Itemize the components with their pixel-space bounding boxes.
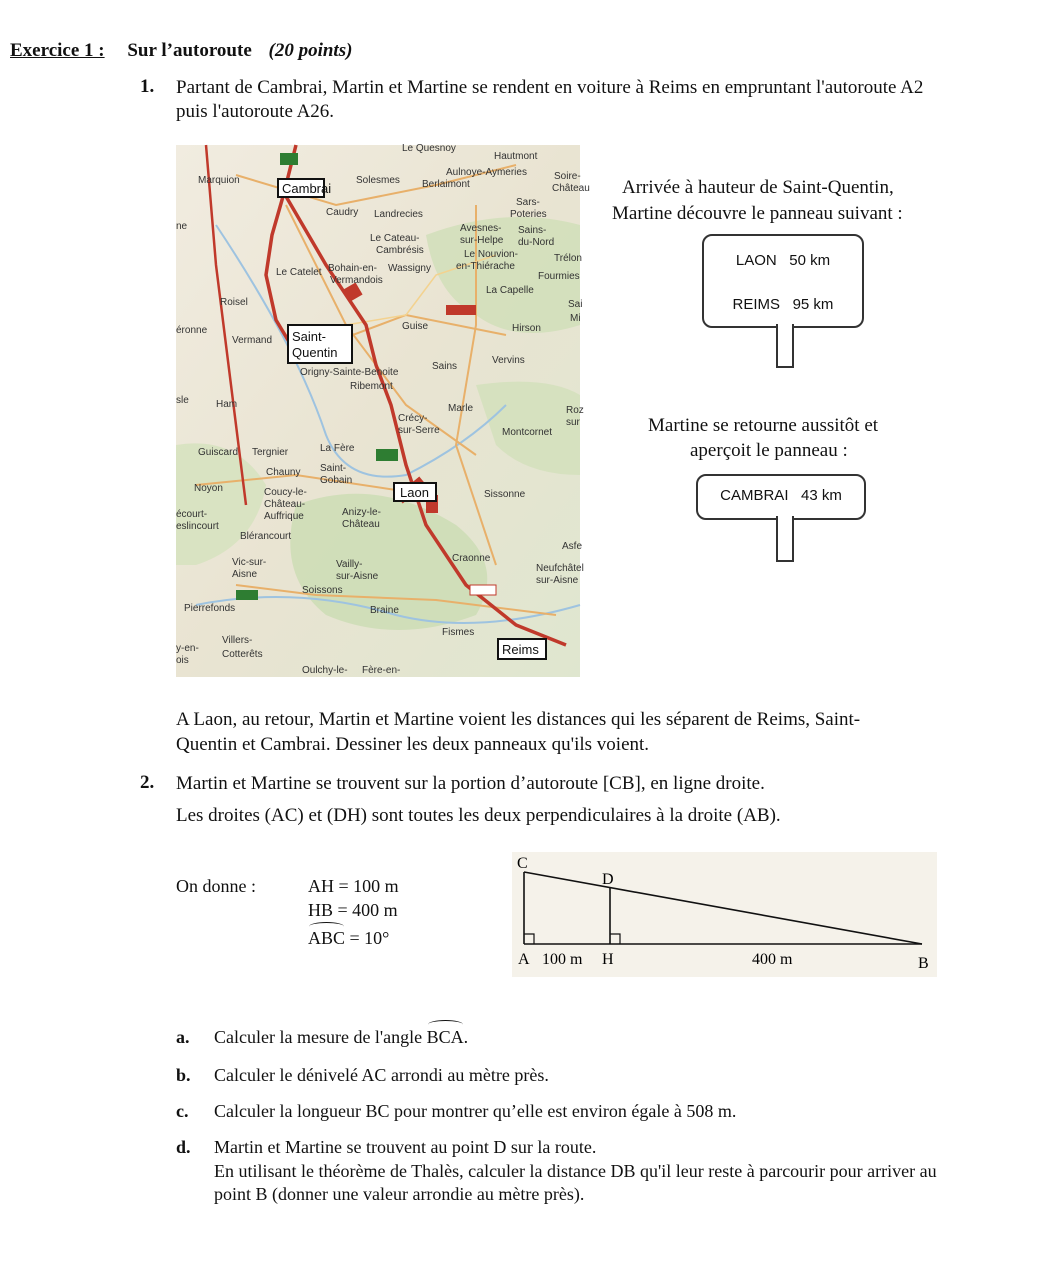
question-b: b. Calculer le dénivelé AC arrondi au mètre près. [176,1065,549,1085]
svg-text:Asfe: Asfe [562,541,583,552]
svg-text:Sains-: Sains- [518,225,547,236]
svg-text:Ribemont: Ribemont [350,381,393,392]
svg-text:Fère-en-: Fère-en- [362,665,401,676]
arrival-line-1: Arrivée à hauteur de Saint-Quentin, [622,177,894,198]
point-d: D [602,871,614,888]
svg-text:Mi: Mi [570,313,581,324]
svg-text:Sains: Sains [432,361,458,372]
svg-text:Gobain: Gobain [320,475,353,486]
svg-text:Château: Château [342,519,380,530]
svg-text:Neufchâtel: Neufchâtel [536,563,584,574]
svg-text:Quentin: Quentin [292,345,338,360]
given-label: On donne : [176,876,256,896]
svg-text:sle: sle [176,395,189,406]
svg-text:Wassigny: Wassigny [388,263,431,274]
svg-text:Le Cateau-: Le Cateau- [370,233,420,244]
svg-text:Trélon: Trélon [554,253,582,264]
svg-text:Montcornet: Montcornet [502,427,553,438]
q2-number: 2. [140,772,155,793]
svg-text:écourt-: écourt- [176,509,208,520]
svg-text:Roz: Roz [566,405,584,416]
given-ah: AH = 100 m [308,876,399,896]
svg-text:Avesnes-: Avesnes- [460,223,502,234]
map-city-reims [498,639,546,659]
svg-text:sur-Serre: sur-Serre [398,425,440,436]
triangle-svg [512,852,937,977]
angle-bca: BCA [426,1027,464,1047]
point-a: A [518,951,530,968]
svg-text:Blérancourt: Blérancourt [240,531,292,542]
svg-text:Anizy-le-: Anizy-le- [342,507,381,518]
svg-text:Sissonne: Sissonne [484,489,526,500]
svg-text:Coucy-le-: Coucy-le- [264,487,307,498]
svg-text:Marquion: Marquion [198,175,240,186]
given-hb: HB = 400 m [308,900,398,920]
given-angle [308,928,389,949]
svg-text:Vic-sur-: Vic-sur- [232,557,267,568]
svg-text:La Capelle: La Capelle [486,285,534,296]
exercise-name: Sur l’autoroute [127,40,252,61]
svg-text:sur-Helpe: sur-Helpe [460,235,504,246]
sign-row-cambrai: CAMBRAI 43 km [720,487,842,504]
q2-line-2: Les droites (AC) et (DH) sont toutes les deux perpendiculaires à la droite (AB). [176,805,781,826]
svg-text:Roisel: Roisel [220,297,248,308]
sign-row-laon: LAON 50 km [735,252,831,269]
turn-line-2: aperçoit le panneau : [690,440,848,461]
svg-text:Guiscard: Guiscard [198,447,239,458]
map-city-laon [394,483,436,501]
svg-text:Cotterêts: Cotterêts [222,649,263,660]
svg-text:Tergnier: Tergnier [252,447,289,458]
svg-text:Soire-: Soire- [554,171,581,182]
svg-text:Sars-: Sars- [516,197,540,208]
svg-text:éronne: éronne [176,325,208,336]
svg-text:Braine: Braine [370,605,399,616]
svg-text:Vermand: Vermand [232,335,273,346]
svg-text:eslincourt: eslincourt [176,521,219,532]
svg-text:ne: ne [176,221,188,232]
svg-text:Vervins: Vervins [492,355,525,366]
svg-text:Reims: Reims [502,642,539,657]
svg-text:Le Quesnoy: Le Quesnoy [402,143,456,154]
q1-text: Partant de Cambrai, Martin et Martine se rendent en voiture à Reims en empruntant l'autoroute A2 puis l'autoroute A26. [176,77,924,122]
point-c: C [517,855,528,872]
svg-text:Noyon: Noyon [194,483,223,494]
road-sign-cambrai [696,474,866,520]
svg-text:Soissons: Soissons [302,585,343,596]
svg-text:Saint-: Saint- [320,463,347,474]
svg-text:Laon: Laon [400,485,429,500]
point-h: H [602,951,614,968]
exercise-number: Exercice 1 : [10,40,105,61]
road-sign-laon-reims [702,234,864,328]
svg-text:Crécy-: Crécy- [398,413,428,424]
svg-text:Origny-Sainte-Benoite: Origny-Sainte-Benoite [300,367,399,378]
svg-text:Aulnoye-Aymeries: Aulnoye-Aymeries [446,167,527,178]
triangle-figure [512,852,937,977]
svg-text:Saint-: Saint- [292,329,326,344]
svg-text:Guise: Guise [402,321,429,332]
given-data [176,876,476,956]
laon-line-2: Quentin et Cambrai. Dessiner les deux panneaux qu'ils voient. [176,734,650,755]
svg-text:Château-: Château- [264,499,306,510]
svg-text:Château: Château [552,183,590,194]
svg-text:Oulchy-le-: Oulchy-le- [302,665,348,676]
svg-text:Cambrai: Cambrai [282,181,332,196]
svg-text:Hirson: Hirson [512,323,541,334]
svg-text:Landrecies: Landrecies [374,209,423,220]
svg-text:Aisne: Aisne [232,569,258,580]
svg-text:ois: ois [176,655,189,666]
svg-text:Hautmont: Hautmont [494,151,538,162]
svg-text:Bohain-en-: Bohain-en- [328,263,377,274]
svg-text:Fismes: Fismes [442,627,475,638]
svg-text:y-en-: y-en- [176,643,199,654]
svg-text:Villers-: Villers- [222,635,253,646]
arrival-line-2: Martine découvre le panneau suivant : [612,203,903,224]
svg-text:Ham: Ham [216,399,238,410]
svg-text:Marle: Marle [448,403,474,414]
svg-text:Sai: Sai [568,299,583,310]
question-c: c. Calculer la longueur BC pour montrer qu’elle est environ égale à 508 m. [176,1101,737,1121]
question-a: a. Calculer la mesure de l'angle BCA. [176,1027,469,1047]
question-d: d. Martin et Martine se trouvent au point D sur la route. En utilisant le théorème de Thalès, calculer la distance DB qu'il leur reste à parcourir pour arriver au point B (donner une valeur arrondie au mètre près). [176,1137,937,1204]
label-ah: 100 m [542,951,583,968]
label-hb: 400 m [752,951,793,968]
svg-text:Fourmies: Fourmies [538,271,580,282]
map-graphic [176,143,590,677]
point-b: B [918,955,929,972]
exercise-title [10,40,352,62]
turn-line-1: Martine se retourne aussitôt et [648,415,879,436]
svg-text:Solesmes: Solesmes [356,175,400,186]
road-map [176,143,590,677]
svg-text:Cambrésis: Cambrésis [376,245,424,256]
q1-number: 1. [140,76,155,97]
svg-text:Auffrique: Auffrique [264,511,304,522]
q2-line-1: Martin et Martine se trouvent sur la portion d’autoroute [CB], en ligne droite. [176,773,765,794]
svg-text:Le Catelet: Le Catelet [276,267,322,278]
map-city-cambrai [278,179,331,197]
svg-text:Craonne: Craonne [452,553,491,564]
svg-text:Caudry: Caudry [326,207,359,218]
sign-post-1 [776,324,794,368]
svg-text:Pierrefonds: Pierrefonds [184,603,236,614]
svg-text:Vermandois: Vermandois [330,275,383,286]
exercise-points: (20 points) [268,40,353,61]
sign-row-reims: REIMS 95 km [732,296,834,313]
laon-line-1: A Laon, au retour, Martin et Martine voient les distances qui les séparent de Reims, Saint- [176,709,861,730]
svg-text:en-Thiérache: en-Thiérache [456,261,515,272]
svg-text:Poteries: Poteries [510,209,547,220]
svg-text:Berlaimont: Berlaimont [422,179,470,190]
svg-text:Le Nouvion-: Le Nouvion- [464,249,518,260]
given-angle-value: = 10° [345,928,390,948]
svg-text:La Fère: La Fère [320,443,355,454]
svg-text:sur: sur [566,417,580,428]
svg-text:Vailly-: Vailly- [336,559,363,570]
svg-text:du-Nord: du-Nord [518,237,555,248]
svg-text:sur-Aisne: sur-Aisne [536,575,579,586]
map-city-saint-quentin [288,325,352,363]
svg-text:Chauny: Chauny [266,467,301,478]
sign-post-2 [776,516,794,562]
given-angle-name: ABC [308,928,346,948]
svg-text:sur-Aisne: sur-Aisne [336,571,379,582]
